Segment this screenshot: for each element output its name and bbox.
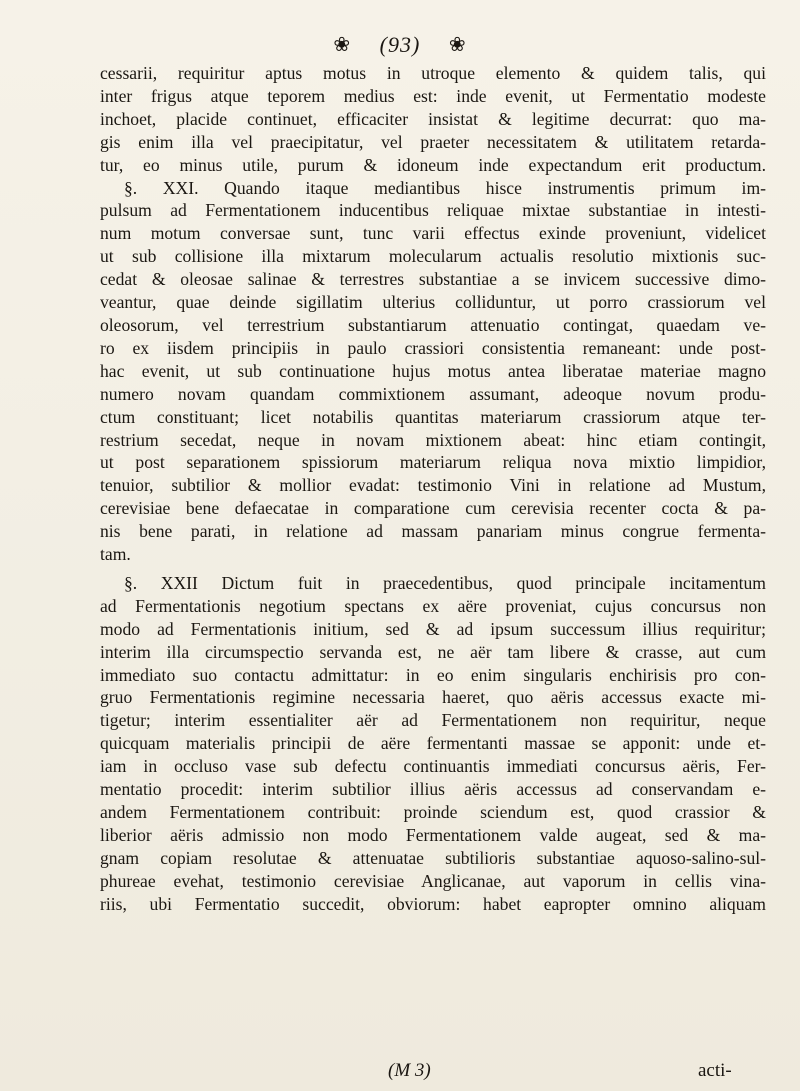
paragraph-section-21 bbox=[100, 177, 766, 566]
text-line: cedat & oleosae salinae & terrestres substantiae a se invicem successive dimo- bbox=[100, 269, 766, 290]
text-line: phureae evehat, testimonio cerevisiae Anglicanae, aut vaporum in cellis vina- bbox=[100, 870, 766, 891]
text-line: andem Fermentationem contribuit: proinde sciendum est, quod crassior & bbox=[100, 802, 766, 822]
text-line: iam in occluso vase sub defectu continuantis immediati concursus aëris, Fer- bbox=[100, 756, 766, 777]
text-line: ad Fermentationis negotium spectans ex aëre proveniat, cujus concursus non bbox=[100, 595, 766, 616]
text-line: riis, ubi Fermentatio succedit, obviorum: habet eapropter omnino aliquam bbox=[100, 893, 766, 914]
text-line: tur, eo minus utile, purum & idoneum inde expectandum erit productum. bbox=[100, 154, 766, 175]
text-line: numero novam quandam commixtionem assumant, adeoque novum produ- bbox=[100, 383, 766, 404]
text-line: ut post separationem spissiorum materiarum reliqua nova mixtio limpidior, bbox=[100, 452, 766, 473]
text-line: inchoet, placide continuet, efficaciter insistat & legitime decurrat: quo ma- bbox=[100, 108, 766, 129]
text-line: gnam copiam resolutae & attenuatae subtilioris substantiae aquoso-salino-sul- bbox=[100, 847, 766, 868]
text-line: tigetur; interim essentialiter aër ad Fermentationem non requiritur, neque bbox=[100, 710, 766, 731]
text-line: hac evenit, ut sub continuatione hujus motus antea liberatae materiae magno bbox=[100, 360, 766, 381]
body-text bbox=[100, 62, 766, 916]
text-line: nis bene parati, in relatione ad massam panariam minus congrue fermenta- bbox=[100, 521, 766, 542]
text-line: gruo Fermentationis regimine necessaria haeret, quo aëris accessus exacte mi- bbox=[100, 687, 766, 708]
right-ornament-icon: ❀ bbox=[448, 34, 467, 57]
text-line: immediato suo contactu admittatur: in eo enim singularis enchirisis pro con- bbox=[100, 664, 766, 685]
section-22-heading-line: §. XXII Dictum fuit in praecedentibus, quod principale incitamentum bbox=[124, 572, 766, 593]
left-ornament-icon: ❀ bbox=[333, 34, 352, 57]
text-line: liberior aëris admissio non modo Fermentationem valde augeat, sed & ma- bbox=[100, 824, 766, 845]
text-line: mentatio procedit: interim subtilior illius aëris accessus ad conservandam e- bbox=[100, 779, 766, 800]
text-line: tenuior, subtilior & mollior evadat: testimonio Vini in relatione ad Mustum, bbox=[100, 475, 766, 496]
text-line: oleosorum, vel terrestrium substantiarum attenuatio contingat, quaedam ve- bbox=[100, 314, 766, 335]
text-line: gis enim illa vel praecipitatur, vel praeter necessitatem & utilitatem retarda- bbox=[100, 131, 766, 152]
paragraph-continuation bbox=[100, 62, 766, 177]
text-line: veantur, quae deinde sigillatim ulterius colliduntur, ut porro crassiorum vel bbox=[100, 292, 766, 313]
signature-mark: (M 3) bbox=[388, 1060, 431, 1081]
text-line: modo ad Fermentationis initium, sed & ad ipsum successum illius requiritur; bbox=[100, 618, 766, 639]
page-footer bbox=[0, 1060, 800, 1084]
text-line: ut sub collisione illa mixtarum molecularum actualis resolutio mixtionis suc- bbox=[100, 246, 766, 267]
text-line: inter frigus atque teporem medius est: inde evenit, ut Fermentatio modeste bbox=[100, 85, 766, 106]
section-21-heading-line: §. XXI. Quando itaque mediantibus hisce instrumentis primum im- bbox=[124, 177, 766, 198]
text-line: num motum conversae sunt, tunc varii effectus exinde proveniunt, videlicet bbox=[100, 223, 766, 244]
text-line: ro ex iisdem principiis in paulo crassiori consistentia remaneant: unde post- bbox=[100, 337, 766, 358]
text-line: pulsum ad Fermentationem inducentibus reliquae mixtae substantiae in intesti- bbox=[100, 200, 766, 221]
text-line: quicquam materialis principii de aëre fermentanti massae se apponit: unde et- bbox=[100, 733, 766, 754]
text-line: interim illa circumspectio servanda est, ne aër tam libere & crasse, aut cum bbox=[100, 641, 766, 662]
text-line: cessarii, requiritur aptus motus in utroque elemento & quidem talis, qui bbox=[100, 63, 766, 83]
text-line: restrium secedat, neque in novam mixtionem abeat: hinc etiam contingit, bbox=[100, 429, 766, 450]
paragraph-section-22 bbox=[100, 572, 766, 916]
page-header bbox=[0, 30, 800, 58]
text-line: ctum constituant; licet notabilis quantitas materiarum crassiorum atque ter- bbox=[100, 406, 766, 427]
text-line: cerevisiae bene defaecatae in comparatione cum cerevisia recenter cocta & pa- bbox=[100, 498, 766, 519]
catchword: acti- bbox=[698, 1060, 732, 1081]
text-line: tam. bbox=[100, 544, 131, 565]
page-number: (93) bbox=[379, 31, 421, 57]
